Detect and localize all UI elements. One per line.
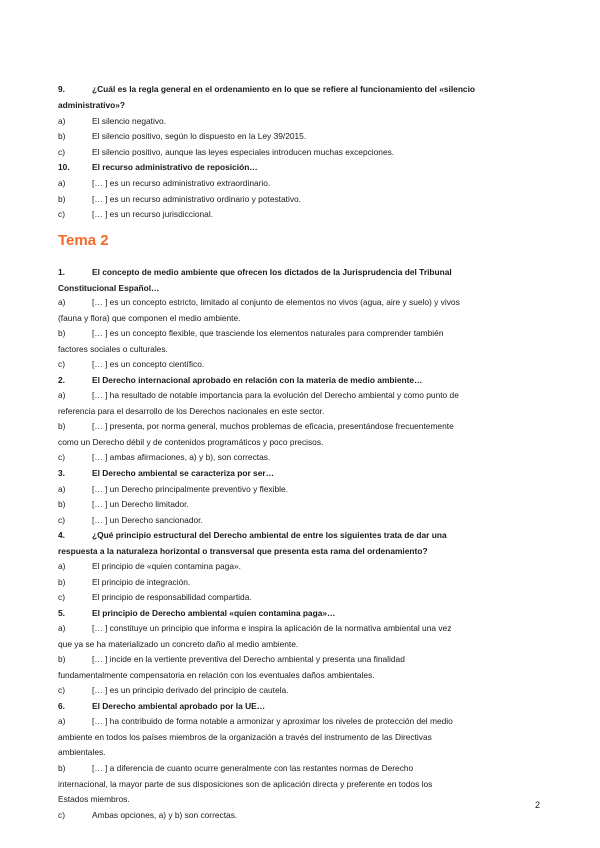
option-text: [… ] un Derecho sancionador. bbox=[92, 515, 203, 525]
option-c bbox=[58, 207, 520, 223]
option-text: [… ] ambas afirmaciones, a) y b), son correctas. bbox=[92, 452, 271, 462]
option-label: b) bbox=[58, 131, 66, 141]
question-text: El principio de Derecho ambiental «quien contamina paga»… bbox=[92, 608, 336, 618]
question-text: El Derecho ambiental se caracteriza por ser… bbox=[92, 468, 275, 478]
question-9 bbox=[58, 82, 520, 113]
question-text-cont: Constitucional Español… bbox=[58, 282, 160, 293]
option-label: a) bbox=[58, 484, 66, 494]
option-label: c) bbox=[58, 147, 65, 157]
option-label: b) bbox=[58, 577, 66, 587]
option-text: [… ] a diferencia de cuanto ocurre generalmente con las restantes normas de Derecho bbox=[92, 763, 414, 773]
option-text-cont: ambiente en todos los países miembros de la organización a través del instrumento de las Directivas bbox=[58, 731, 432, 742]
option-label: a) bbox=[58, 390, 66, 400]
question-number: 9. bbox=[58, 84, 65, 94]
option-label: b) bbox=[58, 328, 66, 338]
option-label: a) bbox=[58, 297, 66, 307]
option-text: [… ] constituye un principio que informa e inspira la aplicación de la normativa ambiental una vez bbox=[92, 623, 452, 633]
section-heading: Tema 2 bbox=[58, 232, 109, 249]
option-c bbox=[58, 513, 520, 529]
question-text: ¿Qué principio estructural del Derecho ambiental de entre los siguientes trata de dar una bbox=[92, 530, 447, 540]
option-a bbox=[58, 482, 520, 498]
question-number: 10. bbox=[58, 162, 70, 172]
question-2 bbox=[58, 373, 520, 389]
option-b bbox=[58, 192, 520, 208]
option-b bbox=[58, 652, 520, 683]
option-text: [… ] es un recurso jurisdiccional. bbox=[92, 209, 214, 219]
option-a bbox=[58, 621, 520, 652]
option-label: b) bbox=[58, 654, 66, 664]
option-text-cont: Estados miembros. bbox=[58, 794, 130, 805]
option-b bbox=[58, 419, 520, 450]
question-number: 6. bbox=[58, 701, 65, 711]
option-text: El principio de responsabilidad compartida. bbox=[92, 592, 252, 602]
question-text: El recurso administrativo de reposición… bbox=[92, 162, 258, 172]
question-3 bbox=[58, 466, 520, 482]
option-text-cont: fundamentalmente compensatoria en relación con los eventuales daños ambientales. bbox=[58, 669, 375, 680]
question-text-cont: respuesta a la naturaleza horizontal o transversal que presenta esta rama del ordenamiento? bbox=[58, 545, 428, 556]
option-text: [… ] un Derecho principalmente preventivo y flexible. bbox=[92, 484, 288, 494]
question-text: El Derecho internacional aprobado en relación con la materia de medio ambiente… bbox=[92, 375, 423, 385]
option-a bbox=[58, 714, 520, 761]
option-a bbox=[58, 295, 520, 326]
question-number: 5. bbox=[58, 608, 65, 618]
option-label: b) bbox=[58, 421, 66, 431]
option-text: El silencio positivo, según lo dispuesto en la Ley 39/2015. bbox=[92, 131, 307, 141]
option-text: El principio de integración. bbox=[92, 577, 191, 587]
option-text: [… ] un Derecho limitador. bbox=[92, 499, 189, 509]
question-text: ¿Cuál es la regla general en el ordenamiento en lo que se refiere al funcionamiento del «silencio bbox=[92, 84, 476, 94]
option-label: c) bbox=[58, 209, 65, 219]
option-label: b) bbox=[58, 499, 66, 509]
option-b bbox=[58, 129, 520, 145]
option-b bbox=[58, 761, 520, 808]
option-label: a) bbox=[58, 178, 66, 188]
option-text: [… ] es un recurso administrativo extraordinario. bbox=[92, 178, 271, 188]
page-number: 2 bbox=[535, 800, 541, 810]
option-text: [… ] incide en la vertiente preventiva del Derecho ambiental y presenta una finalidad bbox=[92, 654, 405, 664]
option-label: c) bbox=[58, 685, 65, 695]
option-a bbox=[58, 176, 520, 192]
option-b bbox=[58, 497, 520, 513]
question-10 bbox=[58, 160, 520, 176]
option-text-cont: que ya se ha materializado un concreto daño al medio ambiente. bbox=[58, 638, 299, 649]
option-label: c) bbox=[58, 515, 65, 525]
option-c bbox=[58, 808, 520, 824]
option-label: b) bbox=[58, 763, 66, 773]
option-text-cont: internacional, la mayor parte de sus disposiciones son de aplicación directa y preferente en todos los bbox=[58, 778, 433, 789]
option-label: b) bbox=[58, 194, 66, 204]
option-text: [… ] es un recurso administrativo ordinario y potestativo. bbox=[92, 194, 302, 204]
option-label: c) bbox=[58, 810, 65, 820]
option-text: El silencio negativo. bbox=[92, 116, 167, 126]
option-a bbox=[58, 388, 520, 419]
option-text: [… ] es un concepto estricto, limitado al conjunto de elementos no vivos (agua, aire y suelo) y vivos bbox=[92, 297, 460, 307]
option-label: a) bbox=[58, 561, 66, 571]
option-c bbox=[58, 357, 520, 373]
question-number: 4. bbox=[58, 530, 65, 540]
option-text: El silencio positivo, aunque las leyes especiales introducen muchas excepciones. bbox=[92, 147, 395, 157]
option-label: a) bbox=[58, 116, 66, 126]
option-text: Ambas opciones, a) y b) son correctas. bbox=[92, 810, 238, 820]
option-a bbox=[58, 559, 520, 575]
option-label: a) bbox=[58, 716, 66, 726]
question-6 bbox=[58, 699, 520, 715]
option-text: El principio de «quien contamina paga». bbox=[92, 561, 241, 571]
question-number: 2. bbox=[58, 375, 65, 385]
option-text-cont: factores sociales o culturales. bbox=[58, 343, 168, 354]
question-number: 1. bbox=[58, 267, 65, 277]
option-label: c) bbox=[58, 592, 65, 602]
question-text: El concepto de medio ambiente que ofrecen los dictados de la Jurisprudencia del Tribunal bbox=[92, 267, 452, 277]
option-b bbox=[58, 575, 520, 591]
question-number: 3. bbox=[58, 468, 65, 478]
option-a bbox=[58, 114, 520, 130]
option-text: [… ] ha contribuido de forma notable a armonizar y aproximar los niveles de protección del medio bbox=[92, 716, 453, 726]
option-text-cont: ambientales. bbox=[58, 747, 106, 758]
question-4 bbox=[58, 528, 520, 559]
option-text: [… ] presenta, por norma general, muchos problemas de eficacia, presentándose frecuentemente bbox=[92, 421, 454, 431]
option-text: [… ] ha resultado de notable importancia para la evolución del Derecho ambiental y como punto de bbox=[92, 390, 459, 400]
option-c bbox=[58, 450, 520, 466]
question-text: El Derecho ambiental aprobado por la UE… bbox=[92, 701, 266, 711]
option-c bbox=[58, 683, 520, 699]
question-5 bbox=[58, 606, 520, 622]
option-text-cont: como un Derecho débil y de contenidos programáticos y poco precisos. bbox=[58, 436, 324, 447]
option-c bbox=[58, 590, 520, 606]
question-text-cont: administrativo»? bbox=[58, 99, 126, 110]
option-b bbox=[58, 326, 520, 357]
option-text: [… ] es un concepto científico. bbox=[92, 359, 205, 369]
question-1 bbox=[58, 265, 520, 296]
option-c bbox=[58, 145, 520, 161]
option-text-cont: (fauna y flora) que componen el medio ambiente. bbox=[58, 312, 241, 323]
option-label: c) bbox=[58, 452, 65, 462]
option-label: a) bbox=[58, 623, 66, 633]
option-text-cont: referencia para el desarrollo de los Derechos nacionales en este sector. bbox=[58, 405, 325, 416]
option-text: [… ] es un principio derivado del principio de cautela. bbox=[92, 685, 289, 695]
option-text: [… ] es un concepto flexible, que trasciende los elementos naturales para comprender también bbox=[92, 328, 444, 338]
option-label: c) bbox=[58, 359, 65, 369]
